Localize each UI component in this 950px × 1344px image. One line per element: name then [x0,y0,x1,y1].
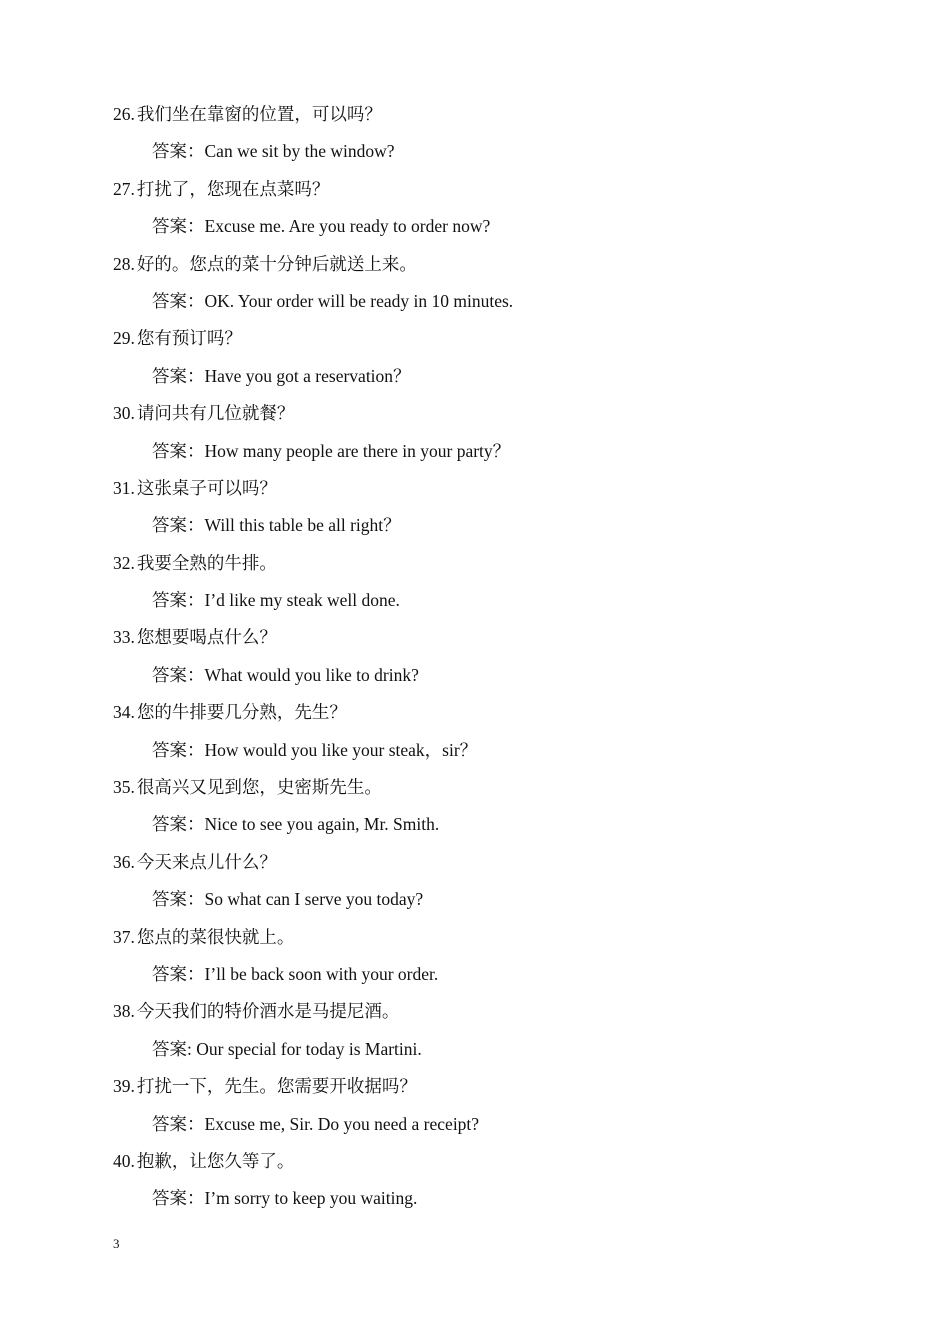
question-text: 我们坐在靠窗的位置，可以吗？ [136,104,382,124]
qa-list [113,96,893,1218]
question-number: 29. [113,328,135,349]
question-number: 28. [113,253,135,274]
answer-label: 答案： [152,365,205,386]
answer-label: 答案： [152,1113,205,1134]
qa-item [113,1143,893,1218]
question-number: 30. [113,403,135,424]
question-line [113,1143,893,1180]
answer-text: So what can I serve you today? [204,889,424,910]
question-number: 40. [113,1150,135,1171]
answer-text: Can we sit by the window? [204,141,395,162]
question-number: 37. [113,926,135,947]
question-number: 36. [113,851,135,872]
question-text: 您的牛排要几分熟，先生？ [136,702,347,723]
question-number: 34. [113,702,135,723]
question-line [113,919,893,956]
qa-item [113,993,893,1068]
qa-item [113,395,893,470]
question-line [113,619,893,656]
question-number: 26. [113,104,135,124]
question-line [113,993,893,1030]
answer-label: 答案： [152,440,205,461]
answer-line [113,433,893,470]
answer-label: 答案： [152,963,205,984]
qa-item [113,619,893,694]
question-number: 35. [113,777,135,798]
question-text: 您有预订吗？ [136,328,242,349]
question-line [113,320,893,357]
qa-item [113,246,893,321]
question-line [113,246,893,283]
question-text: 您想要喝点什么？ [136,627,277,648]
qa-item [113,1068,893,1143]
answer-line [113,133,893,170]
question-number: 38. [113,1001,135,1022]
answer-text: I’ll be back soon with your order. [204,963,439,984]
question-text: 打扰了，您现在点菜吗？ [136,178,330,199]
answer-text: I’d like my steak well done. [204,590,400,611]
answer-text: Our special for today is Martini. [196,1038,422,1059]
answer-line [113,283,893,320]
answer-label: 答案： [152,889,205,910]
question-number: 32. [113,552,135,573]
answer-text: Will this table be all right？ [204,515,401,536]
question-line [113,545,893,582]
answer-text: I’m sorry to keep you waiting. [204,1188,418,1209]
question-line [113,694,893,731]
answer-text: What would you like to drink? [204,664,419,685]
qa-item [113,470,893,545]
answer-line [113,657,893,694]
question-line [113,769,893,806]
answer-text: Have you got a reservation？ [204,365,411,386]
answer-label: 答案： [152,590,205,611]
answer-text: How many people are there in your party？ [204,440,511,461]
qa-item [113,844,893,919]
answer-text: Excuse me. Are you ready to order now? [204,216,491,237]
question-text: 您点的菜很快就上。 [136,926,295,947]
question-line [113,96,893,133]
answer-line [113,582,893,619]
qa-item [113,545,893,620]
answer-line [113,358,893,395]
answer-label: 答案: [152,1038,197,1059]
answer-label: 答案： [152,1188,205,1209]
answer-text: OK. Your order will be ready in 10 minutes. [204,290,514,311]
answer-text: How would you like your steak，sir？ [204,739,478,760]
question-number: 31. [113,477,135,498]
answer-text: Excuse me, Sir. Do you need a receipt? [204,1113,480,1134]
answer-line [113,1031,893,1068]
answer-line [113,1180,893,1217]
answer-label: 答案： [152,664,205,685]
answer-label: 答案： [152,141,205,162]
question-text: 打扰一下，先生。您需要开收据吗？ [136,1076,417,1097]
question-text: 我要全熟的牛排。 [136,552,277,573]
qa-item [113,694,893,769]
question-number: 39. [113,1076,135,1097]
question-line [113,1068,893,1105]
page-number: 3 [113,1236,120,1251]
answer-line [113,956,893,993]
answer-label: 答案： [152,216,205,237]
question-text: 今天来点儿什么？ [136,851,277,872]
answer-label: 答案： [152,515,205,536]
answer-line [113,507,893,544]
question-text: 今天我们的特价酒水是马提尼酒。 [136,1001,400,1022]
qa-item [113,919,893,994]
qa-item [113,769,893,844]
answer-line [113,1106,893,1143]
question-text: 好的。您点的菜十分钟后就送上来。 [136,253,417,274]
answer-label: 答案： [152,814,205,835]
question-line [113,844,893,881]
answer-label: 答案： [152,290,205,311]
question-line [113,171,893,208]
answer-line [113,208,893,245]
question-text: 很高兴又见到您，史密斯先生。 [136,777,382,798]
answer-line [113,881,893,918]
answer-label: 答案： [152,739,205,760]
answer-line [113,806,893,843]
answer-text: Nice to see you again, Mr. Smith. [204,814,440,835]
question-number: 33. [113,627,135,648]
question-number: 27. [113,178,135,199]
question-line [113,470,893,507]
qa-item [113,171,893,246]
qa-item [113,96,893,171]
question-text: 这张桌子可以吗？ [136,477,277,498]
answer-line [113,732,893,769]
question-line [113,395,893,432]
question-text: 请问共有几位就餐？ [136,403,295,424]
qa-item [113,320,893,395]
question-text: 抱歉，让您久等了。 [136,1150,295,1171]
